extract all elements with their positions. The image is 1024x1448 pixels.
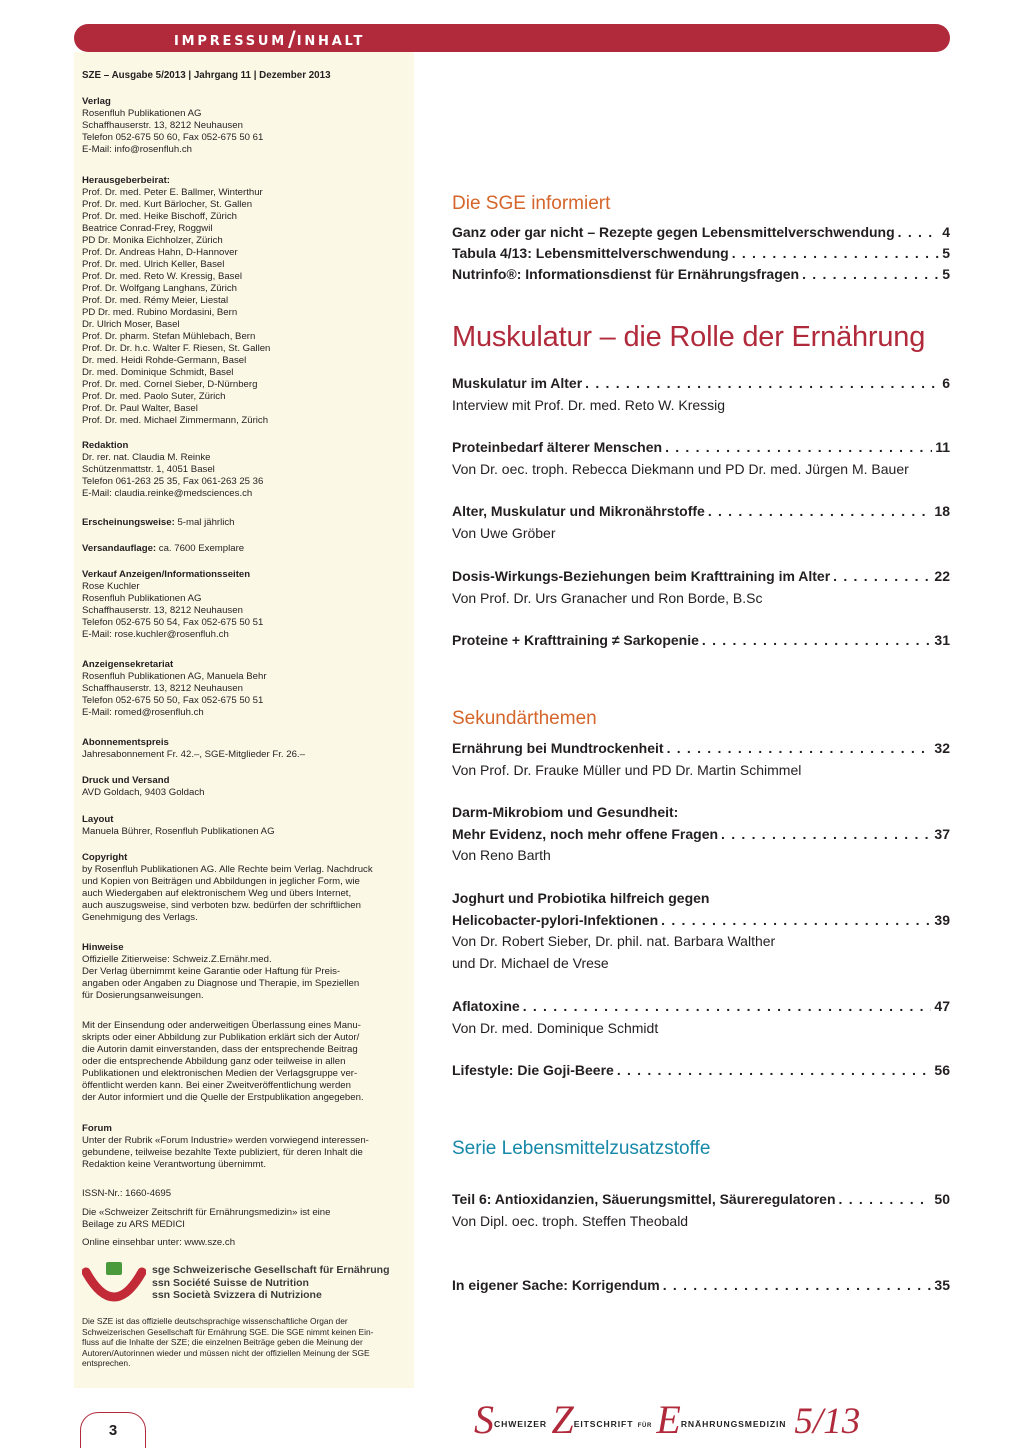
toc-entry-title: Helicobacter-pylori-Infektionen [452,911,659,928]
toc-entry-title: Tabula 4/13: Lebensmittelverschwendung [452,245,729,261]
leader-dots [898,222,940,242]
main-topic-title: Muskulatur – die Rolle der Ernährung [452,321,926,353]
forum-line: gebundene, teilweise bezahlte Texte publiziert, für deren Inhalt die [82,1147,363,1158]
einsendung-block [82,1020,412,1104]
toc-entry-page: 4 [942,224,950,240]
journal-masthead [474,1396,860,1444]
hinweise-line: angaben oder Angaben zu Diagnose und Therapie, im Speziellen [82,978,360,989]
beirat-member: PD Dr. med. Rubino Mordasini, Bern [82,307,238,318]
beirat-member: Prof. Dr. med. Cornel Sieber, D-Nürnberg [82,379,258,390]
verlag-heading: Verlag [82,96,111,107]
hinweise-heading: Hinweise [82,942,124,953]
einsendung-line: oder die entsprechende Abbildung ganz oder teilweise in allen [82,1056,346,1067]
verkauf-heading: Verkauf Anzeigen/Informationsseiten [82,569,251,580]
leader-dots [663,1275,932,1295]
forum-line: Unter der Rubrik «Forum Industrie» werden vorwiegend interessen- [82,1135,369,1146]
sekretariat-block [82,659,412,719]
section-heading-sge: Die SGE informiert [452,193,611,214]
einsendung-line: der Autor informiert und die Quelle der Erstpublikation angegeben. [82,1092,364,1103]
copyright-block [82,852,412,924]
toc-entry[interactable] [452,437,950,480]
toc-entry-title: Ganz oder gar nicht – Rezepte gegen Lebensmittelverschwendung [452,224,895,240]
copyright-line: auch auszugsweise, sind verboten bzw. bedürfen der schriftlichen [82,900,361,911]
leader-dots [732,243,940,263]
versand-label: Versandauflage: [82,543,157,554]
page-number: 3 [108,1422,118,1439]
copyright-line: Genehmigung des Verlags. [82,912,198,923]
toc-entry-title: Proteine + Krafttraining ≠ Sarkopenie [452,632,699,648]
forum-heading: Forum [82,1123,112,1134]
toc-entry[interactable] [452,566,950,609]
leader-dots [523,996,932,1016]
toc-entry-author: Von Dipl. oec. troph. Steffen Theobald [452,1212,689,1229]
online-info [82,1237,412,1249]
masthead-initial: S [474,1397,494,1442]
sge-logo-mark-icon [82,1262,146,1312]
toc-entry-title: Ernährung bei Mundtrockenheit [452,740,664,756]
leader-dots [708,501,932,521]
toc-entry-author: Von Prof. Dr. Urs Granacher und Ron Borde, B.Sc [452,589,763,606]
toc-entry-author: Von Reno Barth [452,847,551,863]
sge-logo-text [152,1264,390,1302]
toc-entry[interactable] [452,501,950,544]
druck-block [82,775,412,799]
toc-entry-page: 6 [942,375,950,391]
masthead-initial: Z [551,1397,574,1442]
leader-dots [617,1060,932,1080]
sekretariat-line: Telefon 052-675 50 50, Fax 052-675 50 51 [82,695,264,706]
toc-entry-page: 22 [934,568,950,584]
einsendung-line: Mit der Einsendung oder anderweitigen Überlassung eines Manu- [82,1020,361,1031]
einsendung-line: öffentlicht werden kann. Bei einer Zweitveröffentlichung werden [82,1080,351,1091]
toc-entry-title: Mehr Evidenz, noch mehr offene Fragen [452,825,719,842]
section-heading-sekundaer: Sekundärthemen [452,708,597,729]
beirat-member: Prof. Dr. med. Peter E. Ballmer, Winterthur [82,187,263,198]
toc-entry-author: Von Dr. Robert Sieber, Dr. phil. nat. Barbara Walther [452,933,776,949]
section-header-bar [74,24,950,52]
copyright-line: und Kopien von Beiträgen und Abbildungen in jeglicher Form, wie [82,876,360,887]
disclaimer-line: Die SZE ist das offizielle deutschsprachige wissenschaftliche Organ der [82,1316,348,1326]
beilage-block [82,1207,412,1231]
toc-entry-page: 31 [934,632,950,648]
redaktion-line: Dr. rer. nat. Claudia M. Reinke [82,452,211,463]
erscheinung-label: Erscheinungsweise: [82,517,175,528]
toc-entry-page: 39 [934,911,950,928]
beirat-heading: Herausgeberbeirat: [82,175,170,186]
disclaimer-line: fluss auf die Inhalte der SZE; die einzelnen Beiträge geben die Meinung der [82,1337,363,1348]
toc-entry-author: und Dr. Michael de Vrese [452,954,609,971]
beirat-member: Prof. Dr. med. Kurt Bärlocher, St. Gallen [82,199,253,210]
redaktion-heading: Redaktion [82,440,129,451]
einsendung-line: skripts oder einer Abbildung zur Publikation erklärt sich der Autor/ [82,1032,360,1043]
abo-line: Jahresabonnement Fr. 42.–, SGE-Mitglieder Fr. 26.– [82,749,305,760]
verlag-line: E-Mail: info@rosenfluh.ch [82,144,192,155]
copyright-line: by Rosenfluh Publikationen AG. Alle Rechte beim Verlag. Nachdruck [82,864,373,875]
sge-logo-line: ssn Società Svizzera di Nutrizione [152,1289,322,1301]
section-heading-serie: Serie Lebensmittelzusatzstoffe [452,1138,711,1159]
toc-entry[interactable] [452,1275,950,1297]
toc-entry-page: 18 [934,503,950,519]
druck-line: AVD Goldach, 9403 Goldach [82,787,205,798]
toc-entry-title: Lifestyle: Die Goji-Beere [452,1062,614,1078]
verkauf-line: Schaffhauserstr. 13, 8212 Neuhausen [82,605,243,616]
beirat-member: Prof. Dr. Wolfgang Langhans, Zürich [82,283,238,294]
masthead-word: CHWEIZER [494,1419,548,1429]
copyright-heading: Copyright [82,852,128,863]
sge-logo-line: sge Schweizerische Gesellschaft für Ernährung [152,1264,390,1276]
leader-dots [667,738,932,758]
verlag-line: Schaffhauserstr. 13, 8212 Neuhausen [82,120,243,131]
beirat-member: Prof. Dr. med. Paolo Suter, Zürich [82,391,226,402]
masthead-initial: E [656,1397,681,1442]
leader-dots [833,566,931,586]
leader-dots [721,824,931,844]
toc-entry[interactable] [452,996,950,1039]
disclaimer-line: Autoren/Autorinnen wieder und müssen nicht der offiziellen Meinung der SGE [82,1347,370,1358]
redaktion-line: E-Mail: claudia.reinke@medsciences.ch [82,488,253,499]
beirat-member: Prof. Dr. Dr. h.c. Walter F. Riesen, St. Gallen [82,343,271,354]
issue-line: SZE – Ausgabe 5/2013 | Jahrgang 11 | Dezember 2013 [82,70,331,81]
beirat-member: Prof. Dr. med. Rémy Meier, Liestal [82,295,229,306]
leader-dots [702,630,932,650]
masthead-word: EITSCHRIFT [573,1419,634,1429]
beirat-member: Prof. Dr. Andreas Hahn, D-Hannover [82,247,238,258]
toc-entry-title: Dosis-Wirkungs-Beziehungen beim Krafttraining im Alter [452,568,831,584]
verkauf-line: Telefon 052-675 50 54, Fax 052-675 50 51 [82,617,264,628]
redaktion-block [82,440,412,500]
header-slash: / [288,27,296,51]
beirat-block [82,175,412,427]
beilage-line: Die «Schweizer Zeitschrift für Ernährungsmedizin» ist eine [82,1207,331,1218]
verlag-line: Telefon 052-675 50 60, Fax 052-675 50 61 [82,132,264,143]
toc-entry-page: 5 [942,245,950,261]
section-header-title [174,28,365,52]
abo-block [82,737,412,761]
verkauf-block [82,569,412,641]
issn-line: ISSN-Nr.: 1660-4695 [82,1188,172,1199]
beirat-member: Dr. Ulrich Moser, Basel [82,319,180,330]
toc-entry[interactable] [452,243,950,265]
beirat-member: Prof. Dr. med. Michael Zimmermann, Zürich [82,415,269,426]
toc-entry-page: 56 [934,1062,950,1078]
redaktion-line: Schützenmattstr. 1, 4051 Basel [82,464,215,475]
toc-entry-author: Von Dr. med. Dominique Schmidt [452,1019,659,1036]
leader-dots [585,373,939,393]
toc-entry-page: 11 [935,439,950,455]
issue-info [82,70,412,82]
verlag-line: Rosenfluh Publikationen AG [82,108,202,119]
redaktion-line: Telefon 061-263 25 35, Fax 061-263 25 36 [82,476,264,487]
verkauf-line: E-Mail: rose.kuchler@rosenfluh.ch [82,629,229,640]
versandauflage [82,543,412,555]
toc-entry-title-line: Joghurt und Probiotika hilfreich gegen [452,890,710,906]
hinweise-line: Der Verlag übernimmt keine Garantie oder Haftung für Preis- [82,966,341,977]
toc-entry-page: 37 [934,825,950,842]
toc-entry-page: 35 [934,1277,950,1293]
disclaimer-line: entsprechen. [82,1358,131,1369]
toc-entry[interactable] [452,264,950,286]
leader-dots [839,1189,932,1209]
beirat-member: Beatrice Conrad-Frey, Roggwil [82,223,213,234]
sekretariat-heading: Anzeigensekretariat [82,659,174,670]
toc-entry-title: Aflatoxine [452,998,520,1014]
druck-heading: Druck und Versand [82,775,170,786]
erscheinungsweise [82,517,412,529]
masthead-word: FÜR [637,1423,652,1429]
beirat-member: Prof. Dr. med. Ulrich Keller, Basel [82,259,225,270]
toc-entry-author: Von Prof. Dr. Frauke Müller und PD Dr. Martin Schimmel [452,761,802,778]
sekretariat-line: Rosenfluh Publikationen AG, Manuela Behr [82,671,267,682]
layout-block [82,814,412,838]
header-impressum: IMPRESSUM [174,34,288,49]
erscheinung-value: 5-mal jährlich [174,517,235,528]
toc-entry-page: 5 [942,266,950,282]
sge-logo [82,1262,402,1314]
leader-dots [802,264,939,284]
forum-line: Redaktion keine Verantwortung übernimmt. [82,1159,266,1170]
toc-entry-title: Alter, Muskulatur und Mikronährstoffe [452,503,705,519]
forum-block [82,1123,412,1171]
layout-heading: Layout [82,814,114,825]
hinweise-line: für Dosierungsanweisungen. [82,990,204,1001]
sekretariat-line: E-Mail: romed@rosenfluh.ch [82,707,204,718]
verlag-block [82,96,412,156]
beirat-member: Dr. med. Dominique Schmidt, Basel [82,367,234,378]
header-inhalt: INHALT [296,34,366,49]
einsendung-line: die Autorin damit einverstanden, dass der entsprechende Beitrag [82,1044,358,1055]
toc-entry-title: Nutrinfo®: Informationsdienst für Ernährungsfragen [452,266,800,282]
disclaimer-line: Schweizerischen Gesellschaft für Ernährung SGE. Die SGE nimmt keinen Ein- [82,1326,374,1337]
leader-dots [665,437,932,457]
toc-entry-author: Von Uwe Gröber [452,524,556,541]
issn [82,1188,412,1200]
toc-entry[interactable] [452,802,950,867]
hinweise-line: Offizielle Zitierweise: Schweiz.Z.Ernähr.med. [82,954,272,965]
beilage-line: Beilage zu ARS MEDICI [82,1219,185,1230]
versand-value: ca. 7600 Exemplare [156,543,245,554]
masthead-word: RNÄHRUNGSMEDIZIN [680,1419,787,1429]
toc-entry[interactable] [452,222,950,244]
toc-entry[interactable] [452,1060,950,1082]
beirat-member: Prof. Dr. med. Reto W. Kressig, Basel [82,271,242,282]
sekretariat-line: Schaffhauserstr. 13, 8212 Neuhausen [82,683,243,694]
leader-dots [661,910,931,930]
toc-entry-author: Interview mit Prof. Dr. med. Reto W. Kressig [452,396,726,413]
verkauf-line: Rosenfluh Publikationen AG [82,593,202,604]
toc-entry[interactable] [452,1189,950,1232]
einsendung-line: Publikationen und elektronischen Medien der Verlagsgruppe ver- [82,1068,358,1079]
masthead-issue: 5/13 [794,1401,861,1442]
layout-line: Manuela Bührer, Rosenfluh Publikationen AG [82,826,275,837]
beirat-member: Dr. med. Heidi Rohde-Germann, Basel [82,355,247,366]
beirat-member: PD Dr. Monika Eichholzer, Zürich [82,235,223,246]
verkauf-line: Rose Kuchler [82,581,140,592]
toc-entry-title: In eigener Sache: Korrigendum [452,1277,660,1293]
beirat-member: Prof. Dr. Paul Walter, Basel [82,403,198,414]
sge-disclaimer [82,1316,412,1369]
copyright-line: auch Wiedergaben auf elektronischem Weg und übers Internet, [82,888,352,899]
sge-logo-line: ssn Société Suisse de Nutrition [152,1276,309,1289]
toc-entry-author: Von Dr. oec. troph. Rebecca Diekmann und PD Dr. med. Jürgen M. Bauer [452,460,909,477]
toc-entry-title: Proteinbedarf älterer Menschen [452,439,663,455]
hinweise-block [82,942,412,1002]
toc-entry-title-line: Darm-Mikrobiom und Gesundheit: [452,804,679,820]
toc-entry-page: 47 [934,998,950,1014]
toc-entry-page: 50 [934,1191,950,1207]
page-number-badge [80,1412,146,1448]
toc-entry[interactable] [452,738,950,781]
toc-entry[interactable] [452,630,950,652]
toc-entry[interactable] [452,373,950,416]
beirat-member: Prof. Dr. pharm. Stefan Mühlebach, Bern [82,331,256,342]
impressum-sidebar [74,52,414,1388]
toc-entry-title: Muskulatur im Alter [452,375,583,391]
abo-heading: Abonnementspreis [82,737,169,748]
toc-entry-page: 32 [934,740,950,756]
online-line: Online einsehbar unter: www.sze.ch [82,1237,236,1248]
toc-entry-title: Teil 6: Antioxidanzien, Säuerungsmittel, Säureregulatoren [452,1191,836,1207]
beirat-member: Prof. Dr. med. Heike Bischoff, Zürich [82,211,237,222]
toc-entry[interactable] [452,888,950,974]
